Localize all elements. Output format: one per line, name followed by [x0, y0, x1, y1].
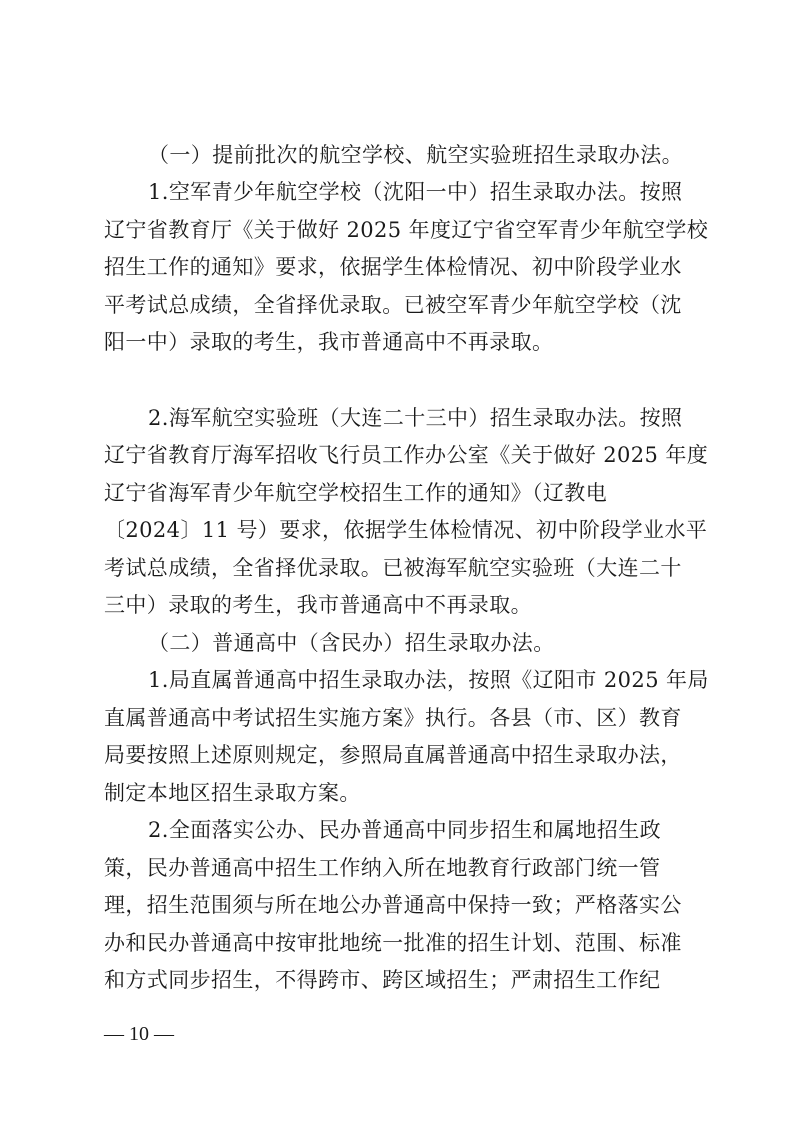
paragraph-line: 办和民办普通高中按审批地统一批准的招生计划、范围、标准	[104, 931, 682, 955]
paragraph-line: 局要按照上述原则规定，参照局直属普通高中招生录取办法，	[104, 743, 682, 767]
paragraph-line: 三中）录取的考生，我市普通高中不再录取。	[104, 593, 532, 617]
paragraph-line: 策，民办普通高中招生工作纳入所在地教育行政部门统一管	[104, 856, 661, 880]
paragraph-line: 招生工作的通知》要求，依据学生体检情况、初中阶段学业水	[104, 255, 682, 279]
paragraph-line: 和方式同步招生，不得跨市、跨区域招生；严肃招生工作纪	[104, 968, 661, 992]
paragraph-line: 直属普通高中考试招生实施方案》执行。各县（市、区）教育	[104, 706, 682, 730]
paragraph-line: 2.全面落实公办、民办普通高中同步招生和属地招生政	[148, 818, 662, 842]
paragraph-line: 辽宁省海军青少年航空学校招生工作的通知》（辽教电	[104, 481, 608, 505]
paragraph-line: 理，招生范围须与所在地公办普通高中保持一致；严格落实公	[104, 893, 682, 917]
paragraph-line: 辽宁省教育厅《关于做好 2025 年度辽宁省空军青少年航空学校	[104, 218, 709, 242]
section-heading-regular-high-school: （二）普通高中（含民办）招生录取办法。	[148, 631, 555, 655]
paragraph-line: 辽宁省教育厅海军招收飞行员工作办公室《关于做好 2025 年度	[104, 443, 709, 467]
paragraph-line: 考试总成绩，全省择优录取。已被海军航空实验班（大连二十	[104, 556, 682, 580]
section-heading-advance-batch: （一）提前批次的航空学校、航空实验班招生录取办法。	[148, 143, 683, 167]
paragraph-line: 1.局直属普通高中招生录取办法，按照《辽阳市 2025 年局	[148, 668, 709, 692]
paragraph-line: 阳一中）录取的考生，我市普通高中不再录取。	[104, 330, 554, 354]
paragraph-line: 制定本地区招生录取方案。	[104, 781, 361, 805]
page-number: — 10 —	[104, 1023, 174, 1045]
paragraph-line: 1.空军青少年航空学校（沈阳一中）招生录取办法。按照	[148, 180, 683, 204]
paragraph-line: 平考试总成绩，全省择优录取。已被空军青少年航空学校（沈	[104, 293, 682, 317]
paragraph-line: 2.海军航空实验班（大连二十三中）招生录取办法。按照	[148, 406, 683, 430]
paragraph-line: 〔2024〕11 号）要求，依据学生体检情况、初中阶段学业水平	[104, 518, 708, 542]
